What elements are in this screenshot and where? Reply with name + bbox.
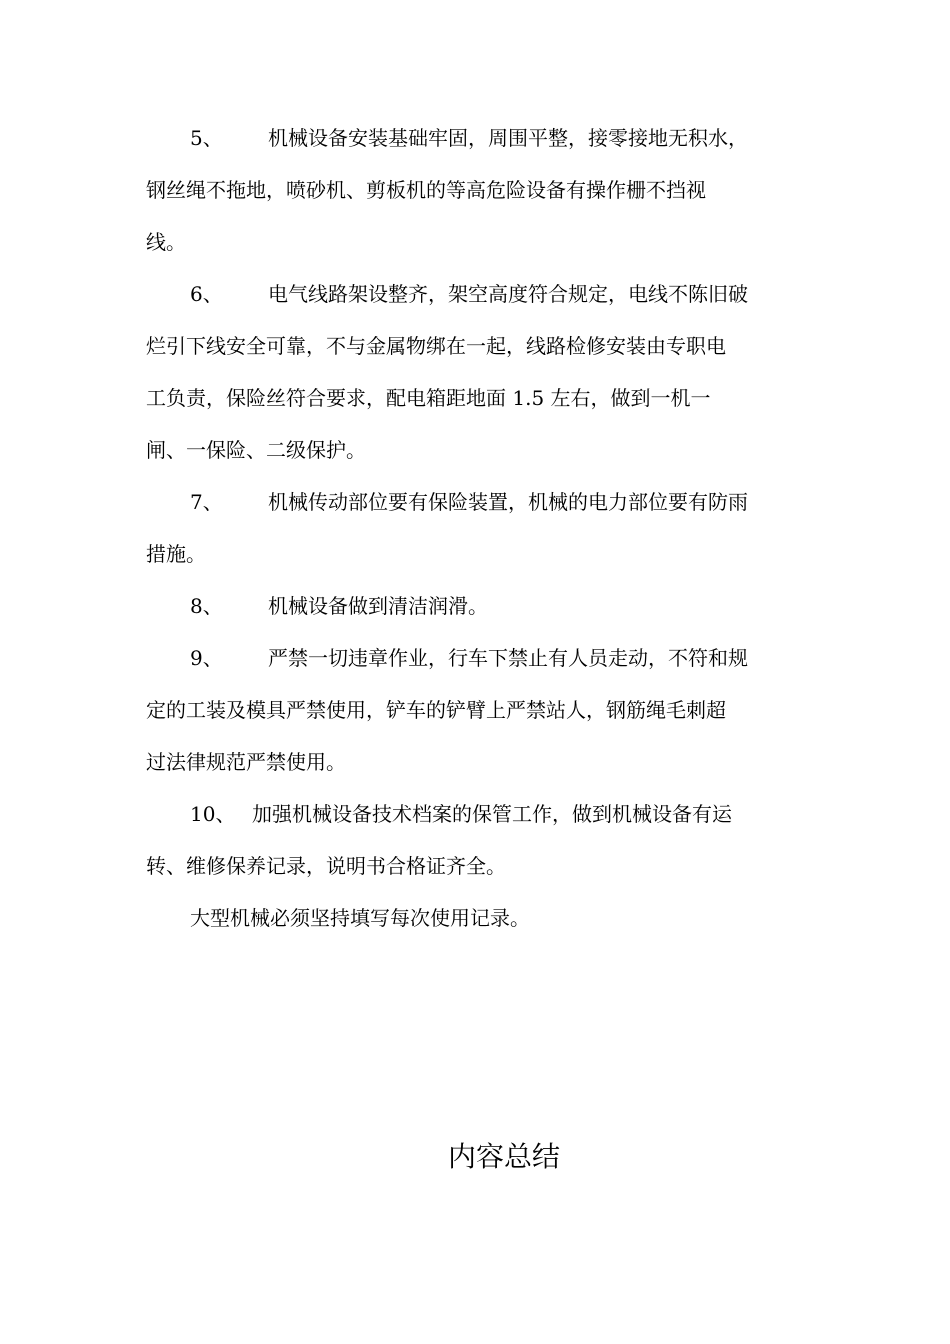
item-line: 钢丝绳不拖地，喷砂机、剪板机的等高危险设备有操作栅不挡视 <box>146 178 706 202</box>
item-text: 机械设备做到清洁润滑。 <box>268 594 488 618</box>
item-text: 加强机械设备技术档案的保管工作，做到机械设备有运 <box>252 802 732 826</box>
list-item-8 <box>146 580 810 632</box>
closing-text: 大型机械必须坚持填写每次使用记录。 <box>190 906 530 930</box>
item-line: 烂引下线安全可靠，不与金属物绑在一起，线路检修安装由专职电 <box>146 334 726 358</box>
list-item-9 <box>146 632 810 788</box>
list-item-6 <box>146 268 810 476</box>
summary-heading: 内容总结 <box>447 1140 560 1173</box>
item-line: 定的工装及模具严禁使用，铲车的铲臂上严禁站人，钢筋绳毛刺超 <box>146 698 726 722</box>
item-number: 8、 <box>190 594 223 618</box>
item-text: 机械传动部位要有保险装置，机械的电力部位要有防雨 <box>268 490 748 514</box>
document-body <box>146 112 810 944</box>
item-line: 闸、一保险、二级保护。 <box>146 438 366 462</box>
item-line: 过法律规范严禁使用。 <box>146 750 346 774</box>
item-text: 电气线路架设整齐，架空高度符合规定，电线不陈旧破 <box>268 282 748 306</box>
list-item-10 <box>146 788 810 892</box>
list-item-7 <box>146 476 810 580</box>
item-number: 7、 <box>190 490 223 514</box>
item-line: 工负责，保险丝符合要求，配电箱距地面 1.5 左右，做到一机一 <box>146 386 711 410</box>
item-line: 转、维修保养记录，说明书合格证齐全。 <box>146 854 506 878</box>
item-line: 线。 <box>146 230 186 254</box>
item-text: 严禁一切违章作业，行车下禁止有人员走动，不符和规 <box>268 646 748 670</box>
item-line: 措施。 <box>146 542 206 566</box>
item-number: 5、 <box>190 126 223 150</box>
item-number: 6、 <box>190 282 223 306</box>
closing-paragraph <box>146 892 810 944</box>
list-item-5 <box>146 112 810 268</box>
item-text: 机械设备安装基础牢固，周围平整，接零接地无积水， <box>268 126 748 150</box>
item-number: 9、 <box>190 646 223 670</box>
item-number: 10、 <box>190 802 236 826</box>
